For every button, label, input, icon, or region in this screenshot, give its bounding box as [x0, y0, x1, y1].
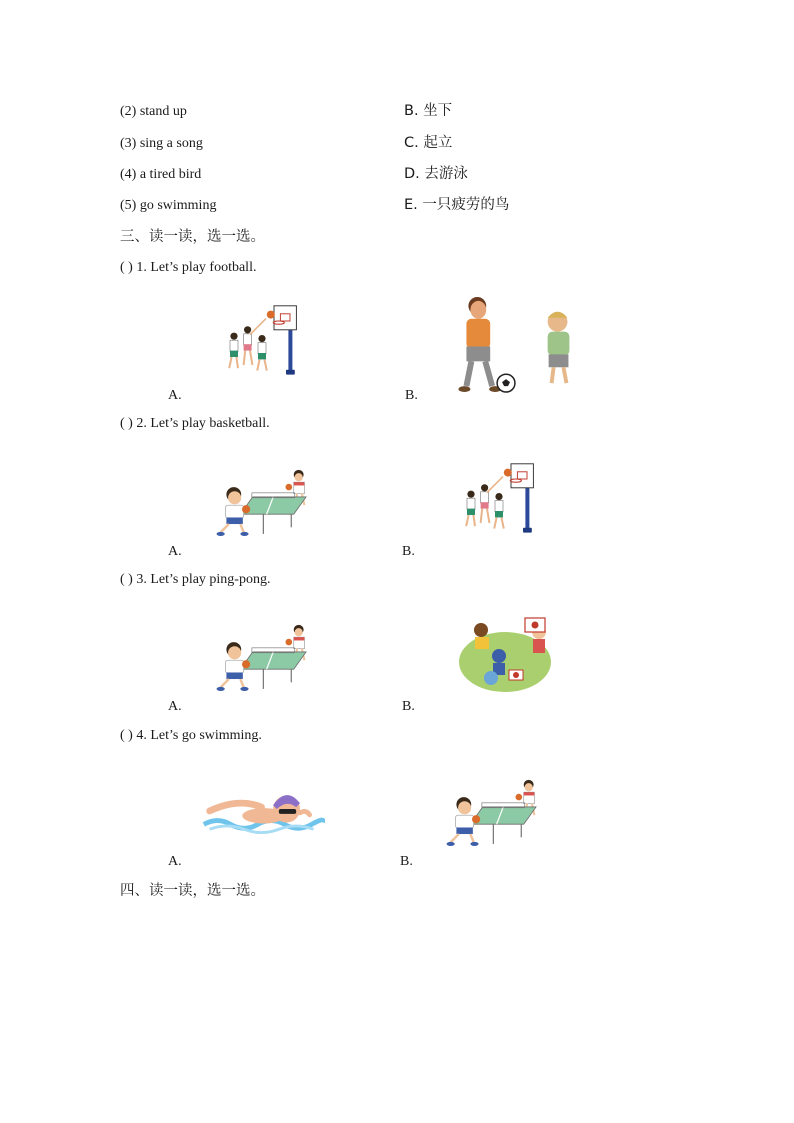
picnic-picture[interactable]	[455, 612, 555, 697]
match-right-c: C. 起立	[404, 135, 453, 151]
question-1[interactable]: ( ) 1. Let’s play football.	[120, 260, 257, 275]
match-left-2: (2) stand up	[120, 104, 187, 119]
match-right-d: D. 去游泳	[404, 166, 468, 182]
q1-option-b-label: B.	[405, 388, 418, 403]
match-right-e: E. 一只疲劳的鸟	[404, 197, 510, 213]
ping-pong-picture[interactable]	[205, 460, 325, 538]
ping-pong-picture[interactable]	[205, 615, 325, 693]
q1-option-a-label: A.	[168, 388, 182, 403]
ping-pong-picture[interactable]	[435, 770, 555, 848]
match-left-5: (5) go swimming	[120, 198, 217, 213]
section-3-title: 三、读一读，选一选。	[120, 229, 265, 245]
basketball-picture[interactable]	[218, 292, 314, 386]
q3-option-a-label: A.	[168, 699, 182, 714]
section-4-title: 四、读一读，选一选。	[120, 883, 265, 899]
question-4[interactable]: ( ) 4. Let’s go swimming.	[120, 728, 262, 743]
question-3[interactable]: ( ) 3. Let’s play ping-pong.	[120, 572, 271, 587]
q4-option-b-label: B.	[400, 854, 413, 869]
q2-option-b-label: B.	[402, 544, 415, 559]
match-left-3: (3) sing a song	[120, 136, 203, 151]
swimming-picture[interactable]	[200, 783, 325, 838]
match-left-4: (4) a tired bird	[120, 167, 202, 182]
q3-option-b-label: B.	[402, 699, 415, 714]
basketball-picture[interactable]	[455, 450, 551, 544]
question-2[interactable]: ( ) 2. Let’s play basketball.	[120, 416, 270, 431]
football-picture[interactable]	[440, 292, 580, 396]
match-right-b: B. 坐下	[404, 103, 453, 119]
q4-option-a-label: A.	[168, 854, 182, 869]
q2-option-a-label: A.	[168, 544, 182, 559]
